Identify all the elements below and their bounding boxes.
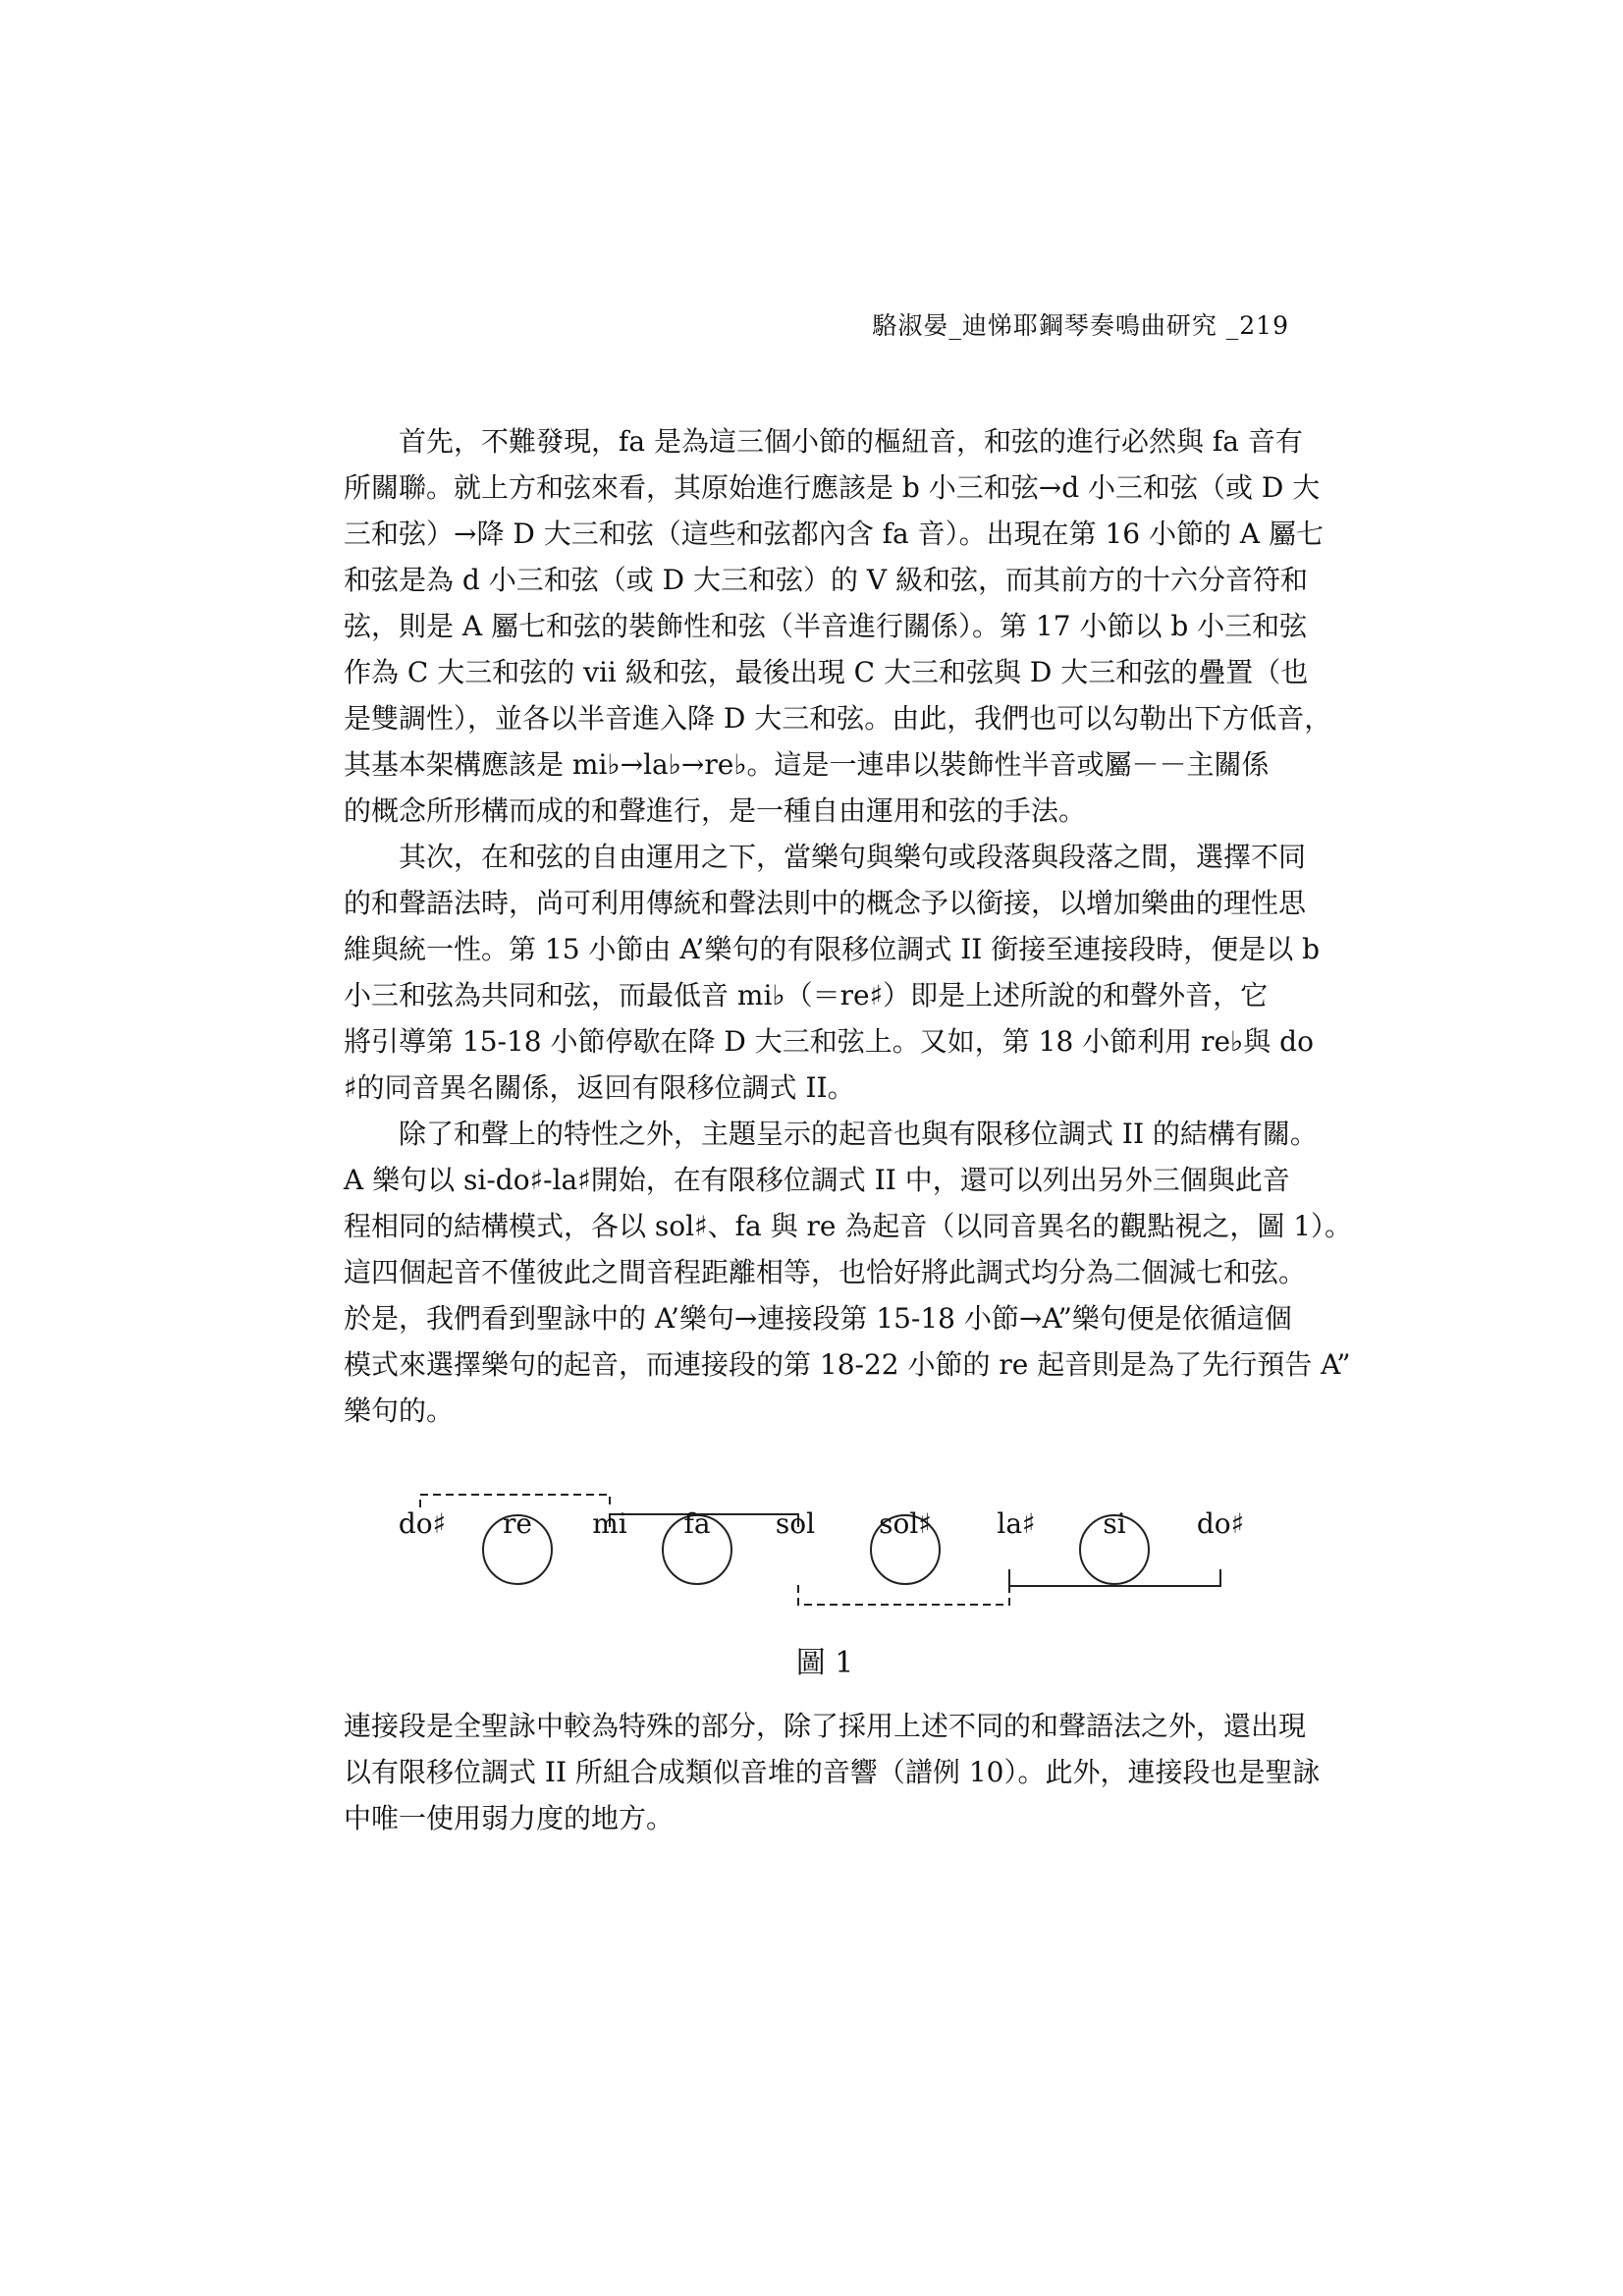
running-header: 駱淑晏_迪悌耶鋼琴奏鳴曲研究 _219 <box>872 311 1289 340</box>
text-line: ♯的同音異名關係，返回有限移位調式 II。 <box>344 1071 855 1104</box>
figure-caption: 圖 1 <box>795 1646 854 1680</box>
text-line: 模式來選擇樂句的起音，而連接段的第 18-22 小節的 re 起音則是為了先行預告 A” <box>344 1348 1351 1381</box>
text-line: 首先，不難發現，fa 是為這三個小節的樞紐音，和弦的進行必然與 fa 音有 <box>399 425 1303 458</box>
text-line: A 樂句以 si-do♯-la♯開始，在有限移位調式 II 中，還可以列出另外三個與此音 <box>344 1164 1290 1196</box>
text-line: 將引導第 15-18 小節停歇在降 D 大三和弦上。又如，第 18 小節利用 re♭與 do <box>344 1025 1314 1058</box>
paragraph-4 <box>344 1703 1321 1841</box>
text-line: 小三和弦為共同和弦，而最低音 mi♭（＝re♯）即是上述所說的和聲外音，它 <box>344 979 1269 1011</box>
note-label: fa <box>683 1507 711 1540</box>
text-line: 作為 C 大三和弦的 vii 級和弦，最後出現 C 大三和弦與 D 大三和弦的疊置（也 <box>344 656 1309 688</box>
note-label: sol♯ <box>879 1507 932 1540</box>
text-line: 除了和聲上的特性之外，主題呈示的起音也與有限移位調式 II 的結構有關。 <box>399 1118 1318 1150</box>
text-line: 維與統一性。第 15 小節由 A’樂句的有限移位調式 II 銜接至連接段時，便是以 b <box>344 933 1321 965</box>
figure-brackets <box>344 1463 1306 1640</box>
text-line: 連接段是全聖詠中較為特殊的部分，除了採用上述不同的和聲語法之外，還出現 <box>344 1710 1307 1742</box>
text-line: 弦，則是 A 屬七和弦的裝飾性和弦（半音進行關係）。第 17 小節以 b 小三和弦 <box>344 610 1308 642</box>
note-label: sol <box>775 1507 816 1540</box>
text-line: 樂句的。 <box>344 1394 455 1427</box>
text-line: 其次，在和弦的自由運用之下，當樂句與樂句或段落與段落之間，選擇不同 <box>399 841 1307 873</box>
dashed-bracket-bottom <box>798 1585 1009 1605</box>
text-line: 所關聯。就上方和弦來看，其原始進行應該是 b 小三和弦→d 小三和弦（或 D 大 <box>344 471 1321 504</box>
paragraph-2 <box>344 834 1321 1111</box>
text-line: 和弦是為 d 小三和弦（或 D 大三和弦）的 V 級和弦，而其前方的十六分音符和 <box>344 564 1308 596</box>
paragraph-3 <box>344 1111 1353 1434</box>
text-line: 三和弦）→降 D 大三和弦（這些和弦都內含 fa 音）。出現在第 16 小節的 A 屬七 <box>344 518 1325 550</box>
text-line: 的概念所形構而成的和聲進行，是一種自由運用和弦的手法。 <box>344 794 1087 827</box>
note-label: mi <box>592 1507 627 1540</box>
paragraph-1 <box>344 418 1332 834</box>
text-line: 的和聲語法時，尚可利用傳統和聲法則中的概念予以銜接，以增加樂曲的理性思 <box>344 887 1307 919</box>
dashed-bracket-top <box>420 1495 610 1507</box>
text-line: 是雙調性），並各以半音進入降 D 大三和弦。由此，我們也可以勾勒出下方低音， <box>344 702 1332 735</box>
text-line: 程相同的結構模式，各以 sol♯、fa 與 re 為起音（以同音異名的觀點視之，圖 1）。 <box>344 1210 1353 1242</box>
text-line: 於是，我們看到聖詠中的 A’樂句→連接段第 15-18 小節→A”樂句便是依循這個 <box>344 1302 1292 1335</box>
text-line: 其基本架構應該是 mi♭→la♭→re♭。這是一連串以裝飾性半音或屬－－主關係 <box>344 748 1270 781</box>
note-label: la♯ <box>997 1507 1036 1540</box>
figure-1 <box>344 1463 1306 1640</box>
note-label: si <box>1103 1507 1126 1540</box>
note-label: re <box>503 1507 532 1540</box>
note-label: do♯ <box>1196 1507 1245 1540</box>
text-line: 中唯一使用弱力度的地方。 <box>344 1802 675 1834</box>
text-line: 這四個起音不僅彼此之間音程距離相等，也恰好將此調式均分為二個減七和弦。 <box>344 1256 1307 1288</box>
text-line: 以有限移位調式 II 所組合成類似音堆的音響（譜例 10）。此外，連接段也是聖詠 <box>344 1756 1321 1788</box>
note-label: do♯ <box>398 1507 447 1540</box>
